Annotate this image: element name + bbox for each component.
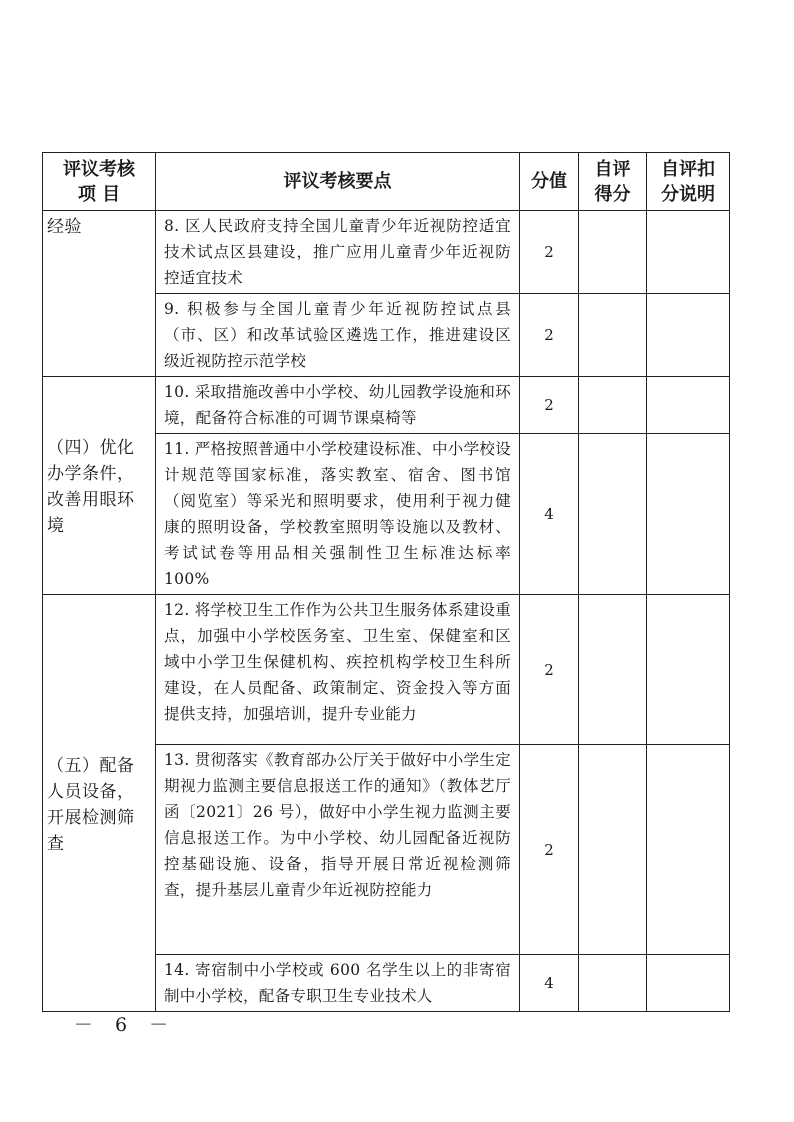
header-deduction-note: 自评扣 分说明 <box>647 153 730 211</box>
score-cell: 2 <box>520 294 579 377</box>
self-score-cell[interactable] <box>579 211 647 294</box>
header-score: 分值 <box>520 153 579 211</box>
header-points: 评议考核要点 <box>156 153 520 211</box>
group-title: （四）优化办学条件，改善用眼环境 <box>47 438 135 536</box>
deduction-note-cell[interactable] <box>647 294 730 377</box>
deduction-note-cell[interactable] <box>647 434 730 595</box>
table-row <box>43 595 730 745</box>
score-cell: 2 <box>520 211 579 294</box>
score-cell: 2 <box>520 377 579 434</box>
deduction-note-cell[interactable] <box>647 211 730 294</box>
group-cell <box>43 377 156 595</box>
score-cell: 2 <box>520 745 579 955</box>
point-cell: 13. 贯彻落实《教育部办公厅关于做好中小学生定期视力监测主要信息报送工作的通知》（教体艺厅函〔2021〕26 号），做好中小学生视力监测主要信息报送工作。为中小学校、幼儿园配备近视防控基础设施、设备，指导开展日常近视检测筛查，提升基层儿童青少年近视防控能力 <box>156 745 520 955</box>
deduction-note-cell[interactable] <box>647 595 730 745</box>
group-title: 经验 <box>47 217 82 237</box>
score-cell: 4 <box>520 955 579 1012</box>
self-score-cell[interactable] <box>579 595 647 745</box>
group-title: （五）配备人员设备，开展检测筛查 <box>47 755 135 854</box>
page-number: － 6 － <box>73 1014 177 1036</box>
score-cell: 2 <box>520 595 579 745</box>
point-cell: 8. 区人民政府支持全国儿童青少年近视防控适宜技术试点区县建设，推广应用儿童青少年近视防控适宜技术 <box>156 211 520 294</box>
self-score-cell[interactable] <box>579 294 647 377</box>
group-cell <box>43 595 156 1012</box>
point-cell: 14. 寄宿制中小学校或 600 名学生以上的非寄宿制中小学校，配备专职卫生专业技术人 <box>156 955 520 1012</box>
table-header-row <box>43 153 730 211</box>
point-cell: 9. 积极参与全国儿童青少年近视防控试点县（市、区）和改革试验区遴选工作，推进建设区级近视防控示范学校 <box>156 294 520 377</box>
header-item: 评议考核 项 目 <box>43 153 156 211</box>
table-row <box>43 377 730 434</box>
self-score-cell[interactable] <box>579 434 647 595</box>
deduction-note-cell[interactable] <box>647 955 730 1012</box>
deduction-note-cell[interactable] <box>647 377 730 434</box>
point-cell: 12. 将学校卫生工作作为公共卫生服务体系建设重点，加强中小学校医务室、卫生室、保健室和区域中小学卫生保健机构、疾控机构学校卫生科所建设，在人员配备、政策制定、资金投入等方面提供支持，加强培训，提升专业能力 <box>156 595 520 745</box>
table-row <box>43 211 730 294</box>
self-score-cell[interactable] <box>579 377 647 434</box>
self-score-cell[interactable] <box>579 955 647 1012</box>
assessment-table <box>42 152 730 1012</box>
score-cell: 4 <box>520 434 579 595</box>
deduction-note-cell[interactable] <box>647 745 730 955</box>
header-self-score: 自评 得分 <box>579 153 647 211</box>
point-cell: 10. 采取措施改善中小学校、幼儿园教学设施和环境，配备符合标准的可调节课桌椅等 <box>156 377 520 434</box>
group-cell <box>43 211 156 377</box>
point-cell: 11. 严格按照普通中小学校建设标准、中小学校设计规范等国家标准，落实教室、宿舍、图书馆（阅览室）等采光和照明要求，使用利于视力健康的照明设备，学校教室照明等设施以及教材、考试试卷等用品相关强制性卫生标准达标率 100% <box>156 434 520 595</box>
self-score-cell[interactable] <box>579 745 647 955</box>
